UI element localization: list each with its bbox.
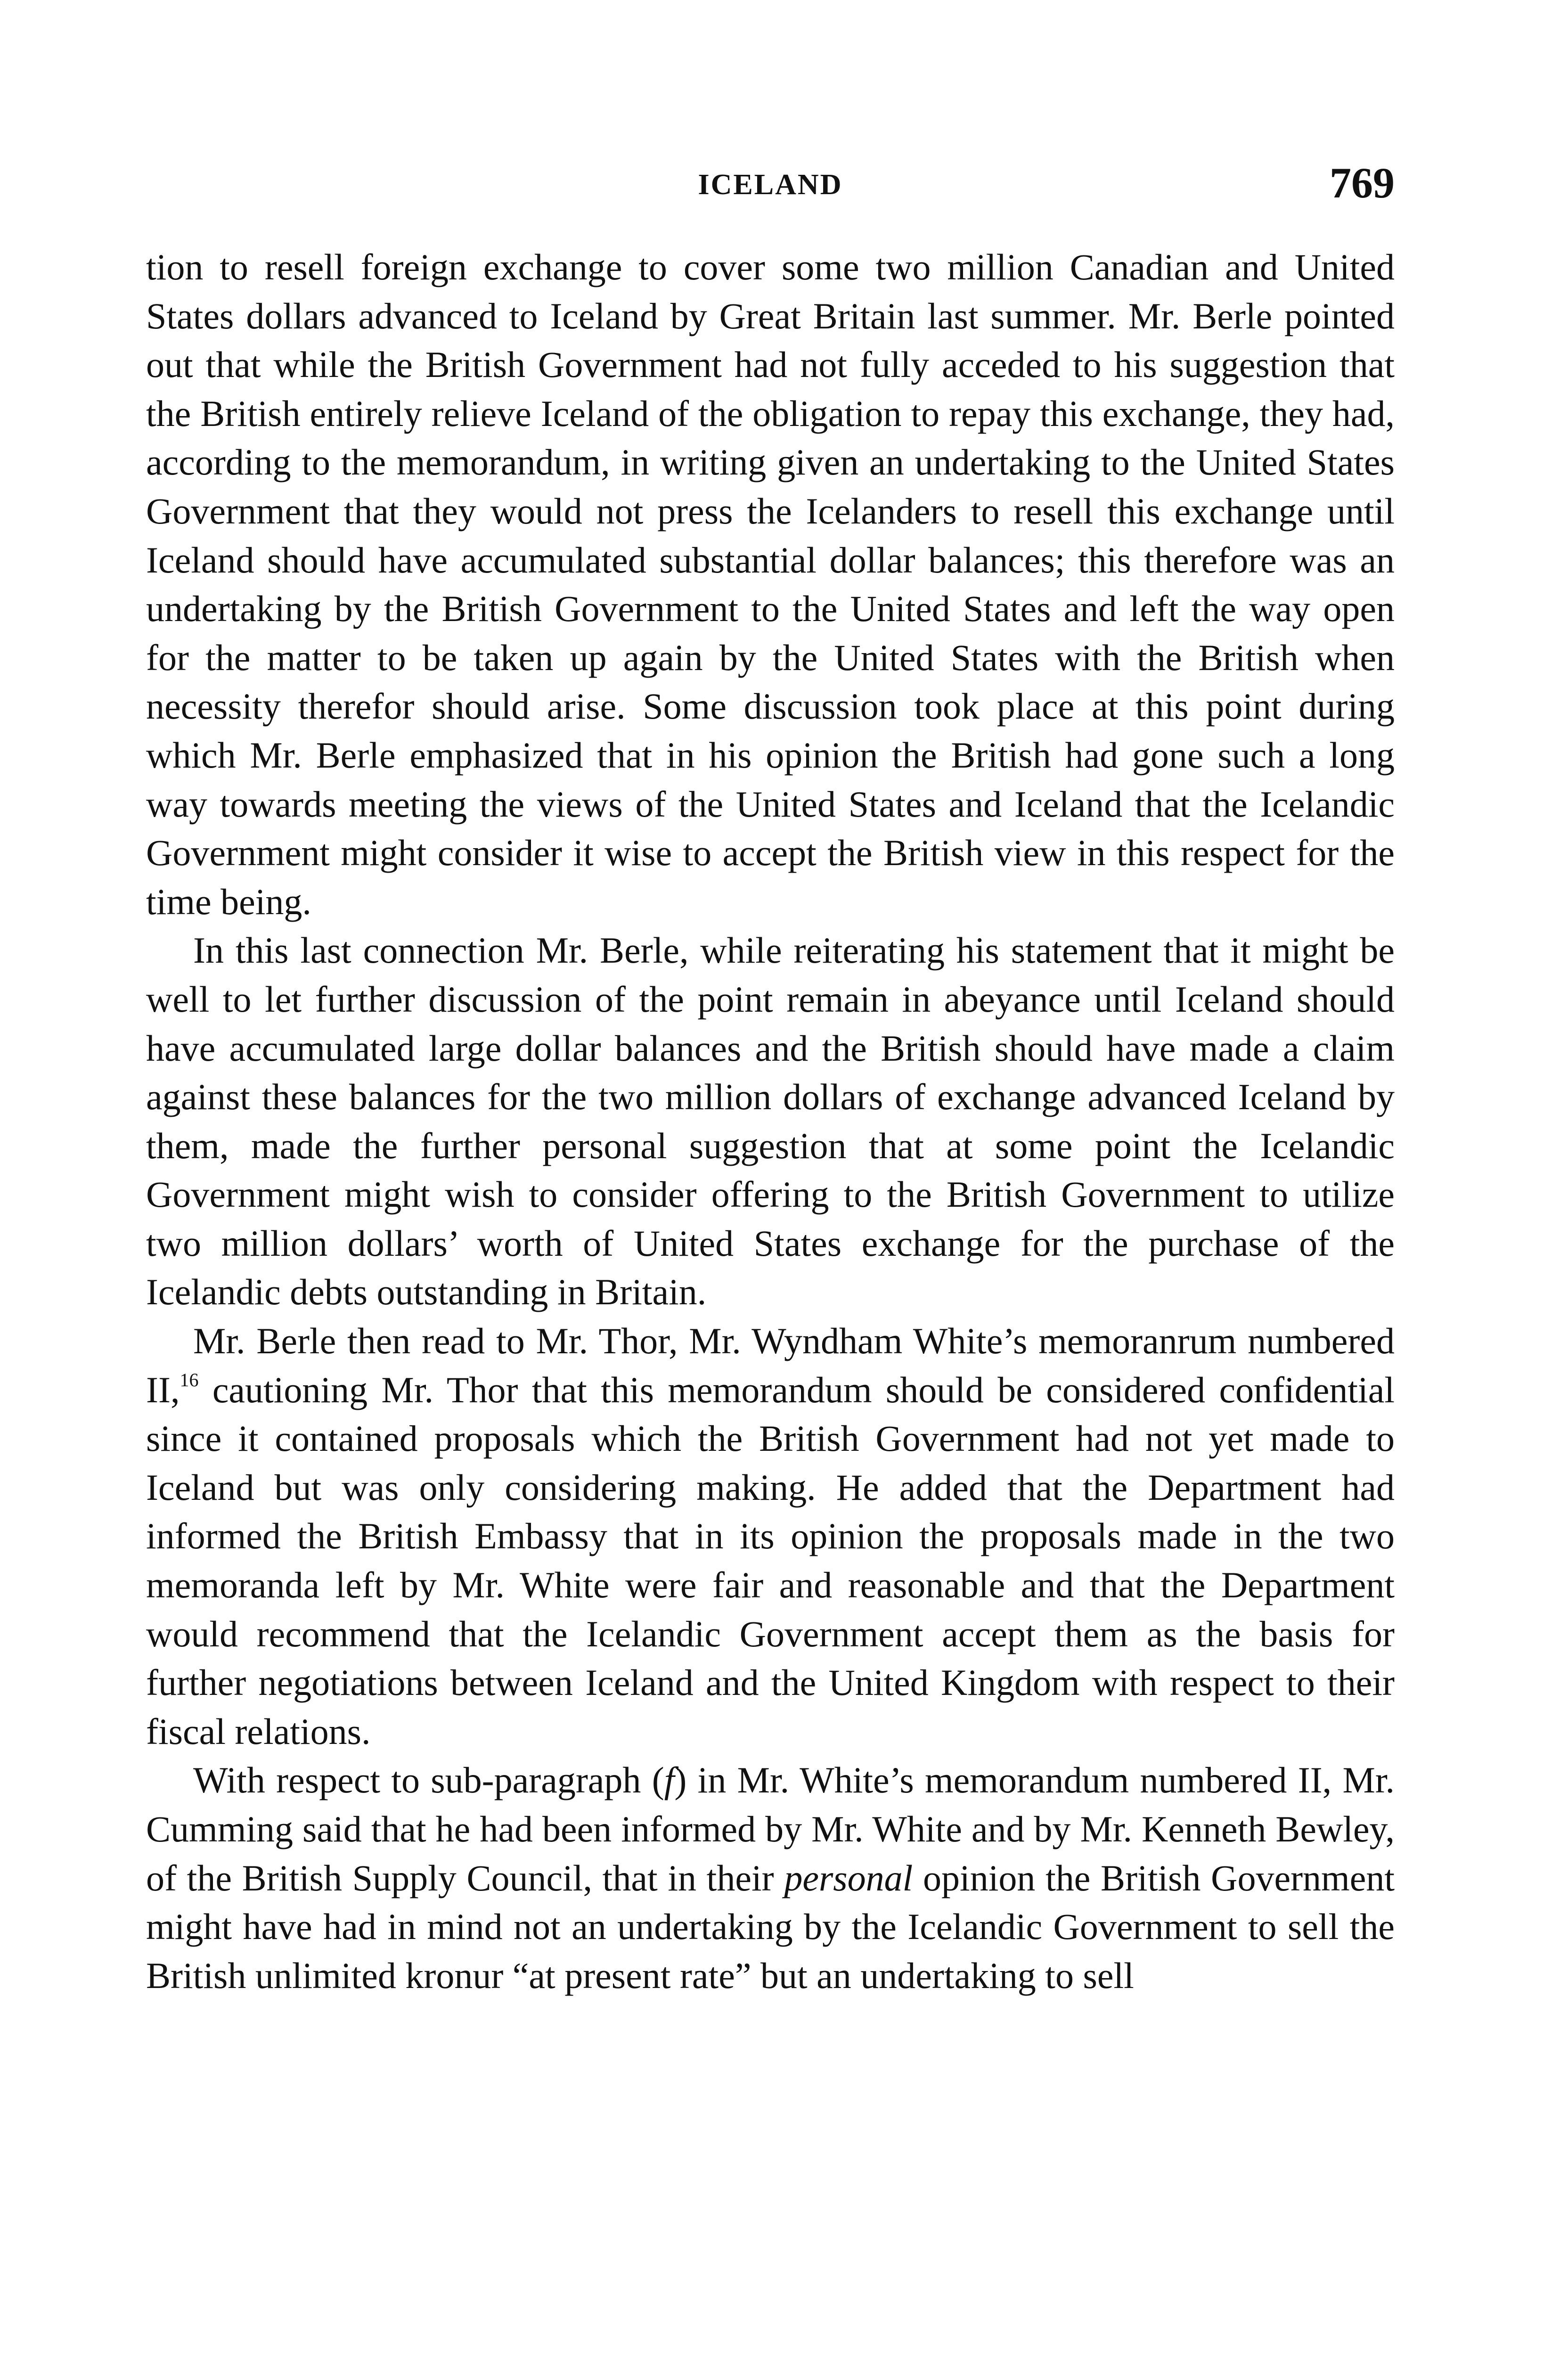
running-title: ICELAND [698, 169, 843, 201]
italic-personal: personal [784, 1857, 913, 1898]
paragraph-1: tion to resell foreign exchange to cover some two million Canadian and United States dollars advanced to Iceland by Great Britain last summer. Mr. Berle pointed out that while the British Government had not fully acceded to his suggestion that the British entirely relieve Iceland of the obligation to repay this exchange, they had, according to the memorandum, in writing given an undertaking to the United States Government that they would not press the Icelanders to resell this exchange until Iceland should have accumulated substantial dollar balances; this therefore was an undertaking by the British Government to the United States and left the way open for the matter to be taken up again by the United States with the British when necessity therefor should arise. Some discussion took place at this point during which Mr. Berle emphasized that in his opinion the British had gone such a long way towards meeting the views of the United States and Iceland that the Icelandic Government might consider it wise to accept the British view in this respect for the time being. [146, 246, 1395, 922]
paragraph-3-text-end: cautioning Mr. Thor that this memorandum should be considered confidential since it contained proposals which the British Government had not yet made to Iceland but was only considering making. He added that the Department had informed the British Embassy that in its opinion the proposals made in the two memoranda left by Mr. White were fair and reasonable and that the Department would recommend that the Icelandic Government accept them as the basis for further negotiations between Iceland and the United Kingdom with respect to their fiscal relations. [146, 1369, 1395, 1752]
body-text [146, 243, 1395, 2000]
footnote-reference: 16 [180, 1369, 199, 1391]
paragraph-4-text-end: opinion the British Government might have had in mind not an undertaking by the Icelandic Government to sell the British unlimited kronur “at present rate” but an undertaking to sell [146, 1857, 1395, 1996]
paragraph-4 [146, 1756, 1395, 2000]
paragraph-4-text-middle: ) in Mr. White’s memorandum numbered II, Mr. Cumming said that he had been informed by Mr. White and by Mr. Kenneth Bewley, of the British Supply Council, that in their [146, 1759, 1395, 1898]
paragraph-3 [146, 1317, 1395, 1756]
running-head [146, 158, 1395, 214]
paragraph-2: In this last connection Mr. Berle, while reiterating his statement that it might be well to let further discussion of the point remain in abeyance until Iceland should have accumulated large dollar balances and the British should have made a claim against these balances for the two million dollars of exchange advanced Iceland by them, made the further personal suggestion that at some point the Icelandic Government might wish to consider offering to the British Government to utilize two million dollars’ worth of United States exchange for the purchase of the Icelandic debts outstanding in Britain. [146, 930, 1395, 1313]
italic-subparagraph-letter: f [664, 1759, 675, 1801]
paragraph-4-text-start: With respect to sub-paragraph ( [193, 1759, 664, 1801]
page-number: 769 [1330, 159, 1395, 207]
paragraph-3-text-start: Mr. Berle then read to Mr. Thor, Mr. Wyndham White’s memoranrum numbered II, [146, 1320, 1395, 1410]
